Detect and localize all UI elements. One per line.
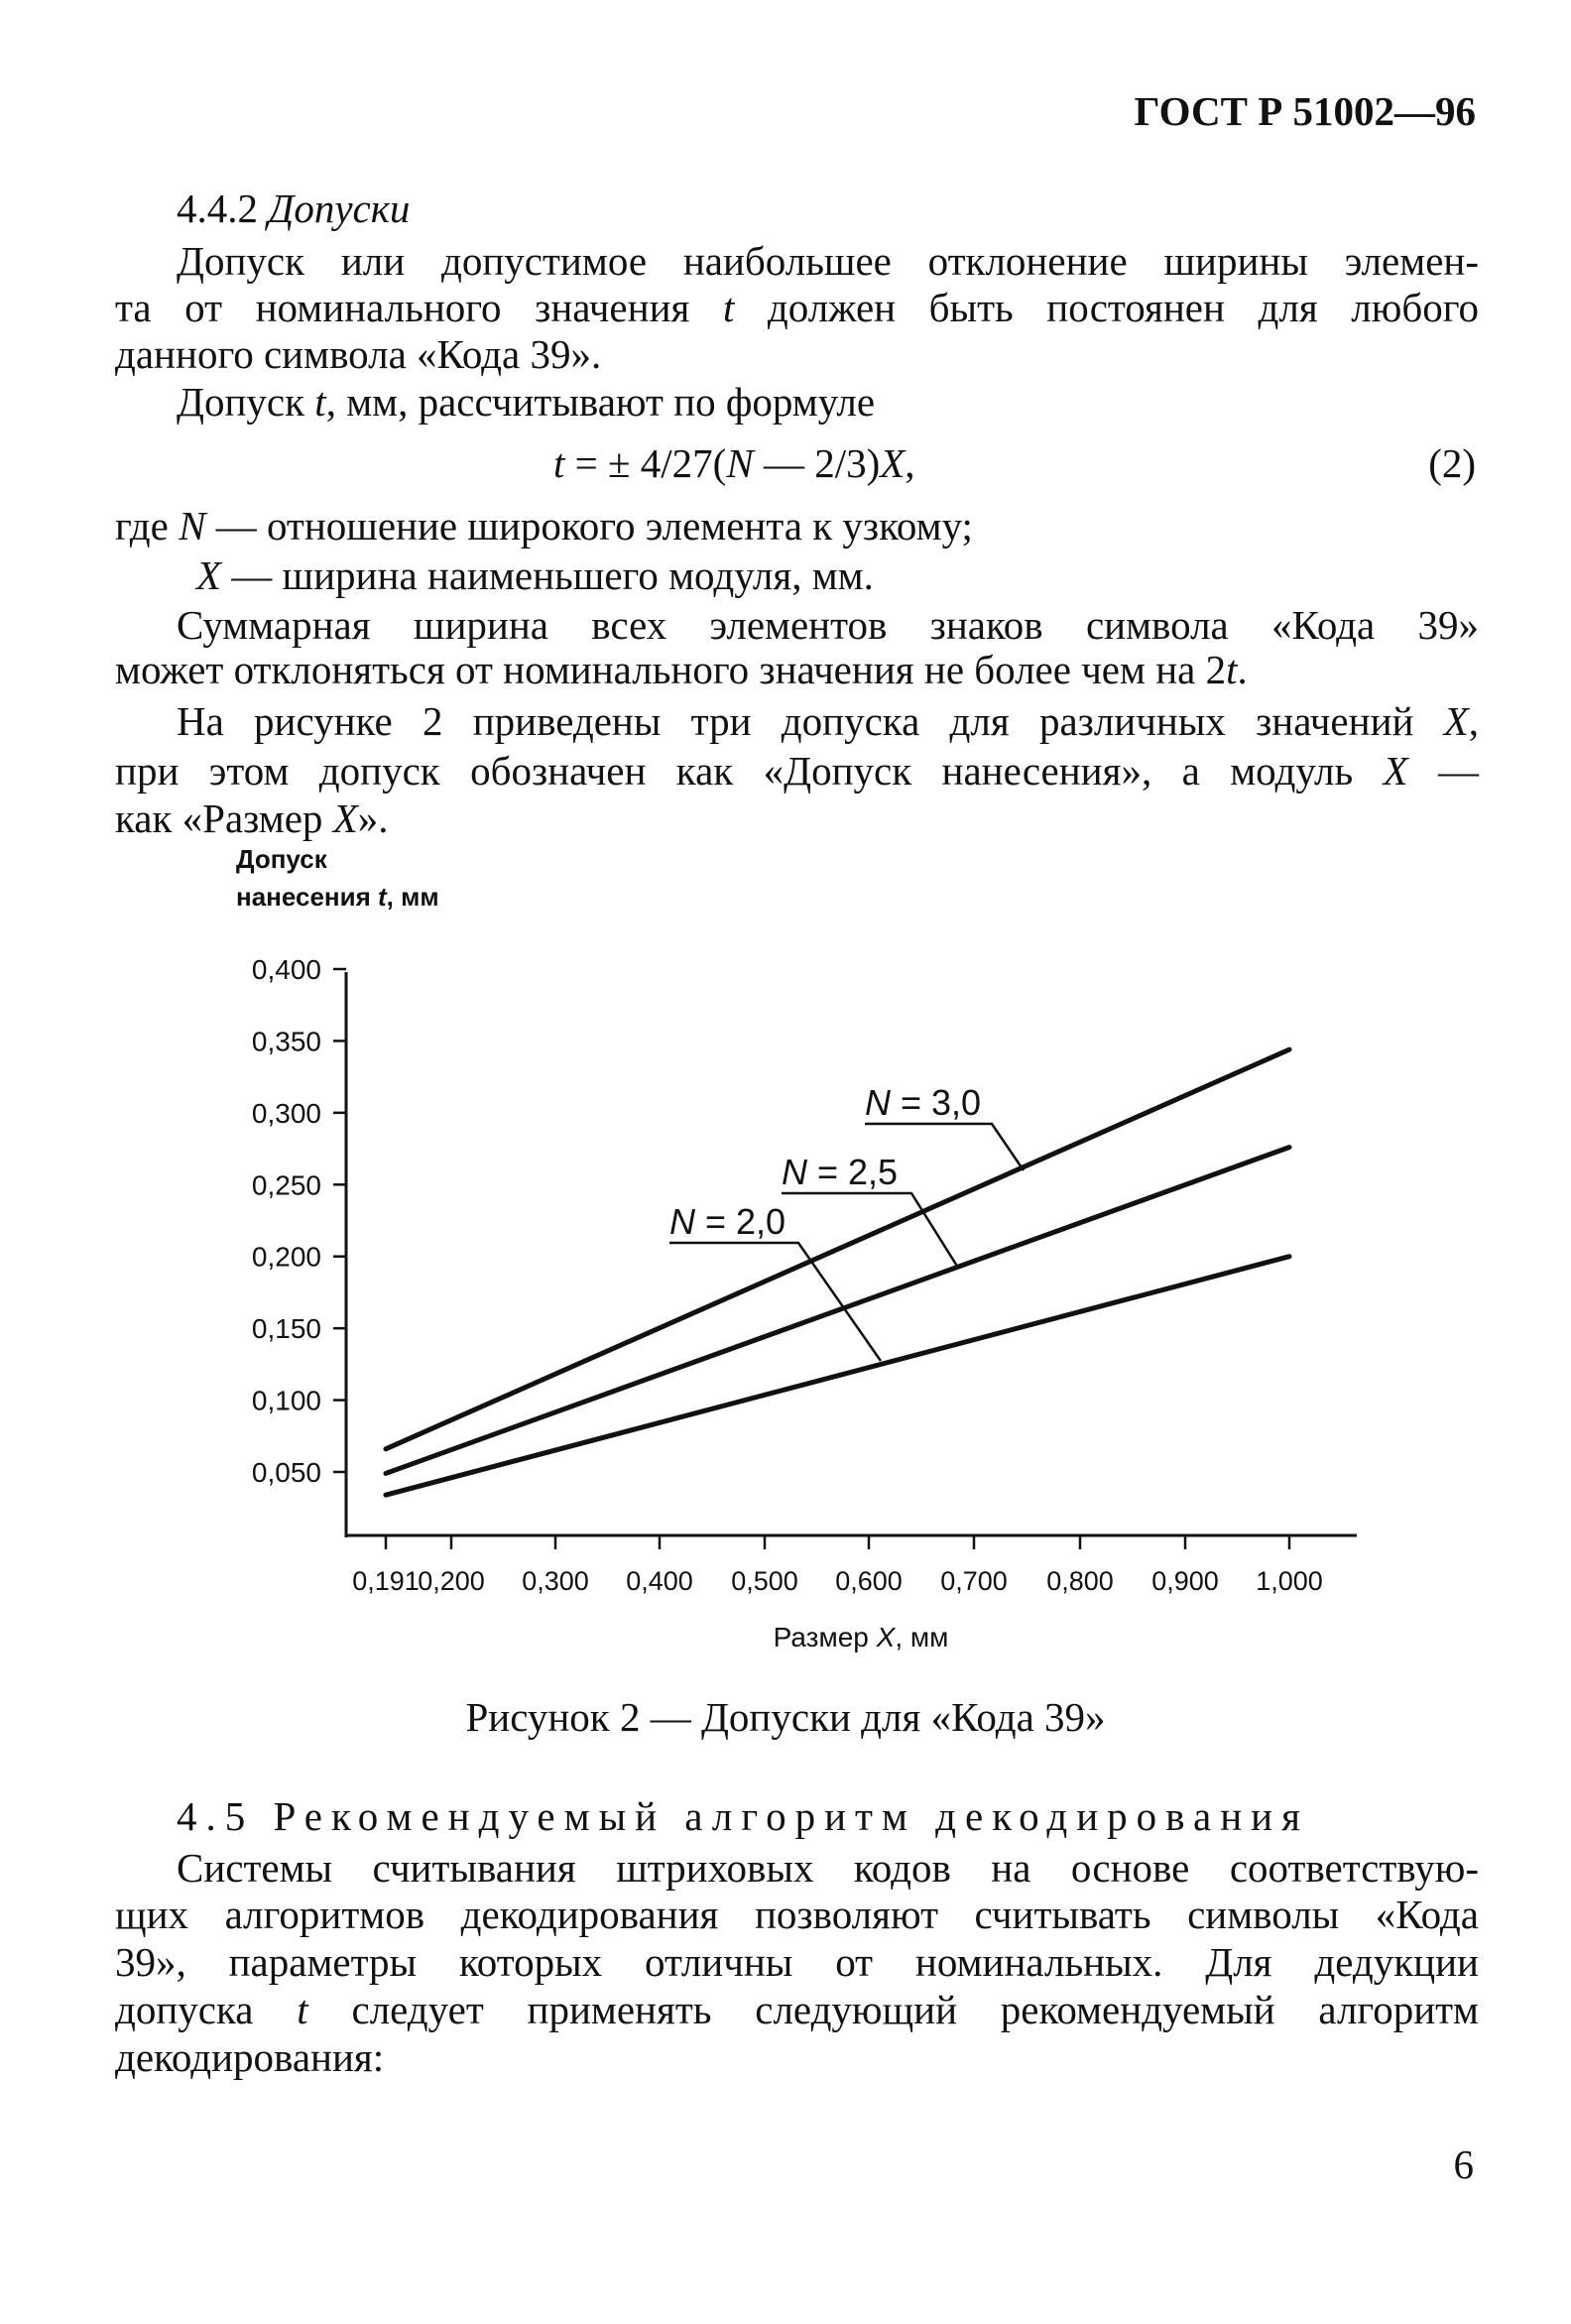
y-tick-label: 0,350	[251, 1026, 321, 1057]
series-label-n2	[669, 1201, 786, 1242]
text-fragment: , мм	[895, 1622, 949, 1652]
symbol-t: t	[297, 1987, 308, 2032]
section-title: Допуски	[268, 185, 411, 231]
text-fragment: нанесения	[236, 882, 378, 912]
formula-part: — 2/3)	[753, 440, 881, 486]
where-clause-x	[196, 549, 874, 602]
x-tick-label: 0,300	[522, 1566, 589, 1596]
text-fragment: ,	[1468, 698, 1479, 744]
text-fragment: та от номинального значения	[115, 285, 723, 330]
symbol-x: X	[880, 440, 906, 486]
series-line-0	[386, 1049, 1289, 1449]
text-fragment: .	[1237, 647, 1248, 692]
symbol-t: t	[378, 882, 387, 912]
y-axis-label-line-2	[236, 882, 439, 912]
text-fragment: —	[1407, 748, 1479, 794]
symbol-n: N	[726, 440, 754, 486]
series-line-2	[386, 1257, 1289, 1495]
paragraph-3-line-1: Суммарная ширина всех элементов знаков символа «Кода 39»	[177, 602, 1479, 648]
text-fragment: ».	[357, 795, 389, 841]
paragraph-1-line-2	[115, 281, 1479, 334]
symbol-x: X	[196, 552, 222, 598]
y-axis-label-line-1: Допуск	[236, 844, 327, 874]
figure-caption: Рисунок 2 — Допуски для «Кода 39»	[465, 1694, 1106, 1740]
y-tick-label: 0,400	[251, 954, 321, 985]
symbol-t: t	[553, 440, 565, 486]
x-tick-label: 0,191	[352, 1566, 420, 1596]
text-fragment: На рисунке 2 приведены три допуска для различных значений	[177, 698, 1444, 744]
section-45-line-4	[115, 1983, 1479, 2036]
leader-line-n2	[669, 1243, 881, 1361]
document-number: ГОСТ Р 51002—96	[1134, 88, 1476, 134]
section-heading-4-4-2	[177, 182, 410, 235]
text-fragment: при этом допуск обозначен как «Допуск нанесения», а модуль	[115, 748, 1384, 794]
x-axis-label	[774, 1622, 949, 1652]
y-tick-label: 0,150	[251, 1313, 321, 1345]
text-fragment: , мм, рассчитывают по формуле	[325, 379, 876, 425]
symbol-x: X	[332, 795, 358, 841]
x-tick-label: 0,800	[1046, 1566, 1114, 1596]
formula-number: (2)	[1428, 440, 1476, 486]
series-line-1	[386, 1148, 1289, 1474]
series-label-text: = 3,0	[891, 1082, 982, 1123]
text-fragment: Допуск	[177, 379, 315, 425]
x-tick-label: 0,400	[626, 1566, 693, 1596]
page-number: 6	[1453, 2141, 1474, 2187]
text-fragment: , мм	[386, 882, 439, 912]
formula-part: = ± 4/27(	[564, 440, 727, 486]
symbol-t: t	[722, 285, 735, 330]
text-fragment: может отклоняться от номинального значения не более чем на 2	[115, 647, 1227, 692]
paragraph-2	[177, 375, 875, 428]
series-label-n3	[865, 1082, 981, 1123]
x-tick-label: 0,500	[731, 1566, 798, 1596]
tolerance-chart	[0, 833, 1571, 1666]
y-tick-label: 0,300	[251, 1097, 321, 1129]
text-fragment: Размер	[773, 1622, 877, 1652]
symbol-t: t	[314, 379, 326, 425]
text-fragment: — отношение широкого элемента к узкому;	[205, 503, 973, 549]
symbol-n: N	[865, 1082, 891, 1123]
section-number: 4.4.2	[177, 185, 258, 231]
paragraph-4-line-2	[115, 744, 1479, 797]
text-fragment: следует применять следующий рекомендуемый алгоритм	[307, 1987, 1480, 2032]
section-45-line-5: декодирования:	[115, 2034, 385, 2080]
symbol-t: t	[1226, 647, 1238, 692]
section-45-line-1: Системы считывания штриховых кодов на основе соответствую-	[177, 1845, 1479, 1891]
text-fragment: как «Размер	[115, 795, 333, 841]
symbol-n: N	[179, 503, 206, 549]
section-45-line-2: щих алгоритмов декодирования позволяют считывать символы «Кода	[115, 1892, 1479, 1937]
x-tick-label: 0,200	[418, 1566, 485, 1596]
text-fragment: — ширина наименьшего модуля, мм.	[221, 552, 874, 598]
x-tick-label: 0,900	[1151, 1566, 1219, 1596]
paragraph-3-line-2	[115, 643, 1248, 696]
x-tick-label: 1,000	[1256, 1566, 1323, 1596]
where-clause-n	[115, 499, 973, 552]
y-tick-label: 0,250	[251, 1169, 321, 1201]
x-tick-label: 0,700	[940, 1566, 1008, 1596]
symbol-x: X	[1443, 698, 1469, 744]
series-label-n25	[782, 1152, 898, 1192]
paragraph-4-line-1	[177, 694, 1479, 748]
section-heading-4-5: 4.5 Рекомендуемый алгоритм декодирования	[177, 1793, 1309, 1839]
symbol-n: N	[669, 1201, 695, 1242]
x-tick-label: 0,600	[835, 1566, 903, 1596]
symbol-n: N	[782, 1152, 807, 1192]
paragraph-1-line-3: данного символа «Кода 39».	[115, 331, 602, 377]
symbol-x: X	[876, 1622, 896, 1652]
paragraph-1-line-1: Допуск или допустимое наибольшее отклонение ширины элемен-	[177, 238, 1479, 284]
y-tick-label: 0,200	[251, 1241, 321, 1273]
series-label-text: = 2,0	[695, 1201, 786, 1242]
text-fragment: где	[115, 503, 180, 549]
section-45-line-3: 39», параметры которых отличны от номинальных. Для дедукции	[115, 1939, 1479, 1985]
text-fragment: допуска	[115, 1987, 298, 2032]
series-label-text: = 2,5	[807, 1152, 899, 1192]
symbol-x: X	[1383, 748, 1408, 794]
formula-part: ,	[905, 440, 915, 486]
text-fragment: должен быть постоянен для любого	[734, 285, 1479, 330]
y-tick-label: 0,100	[251, 1385, 321, 1416]
formula	[553, 436, 915, 490]
y-tick-label: 0,050	[251, 1457, 321, 1488]
